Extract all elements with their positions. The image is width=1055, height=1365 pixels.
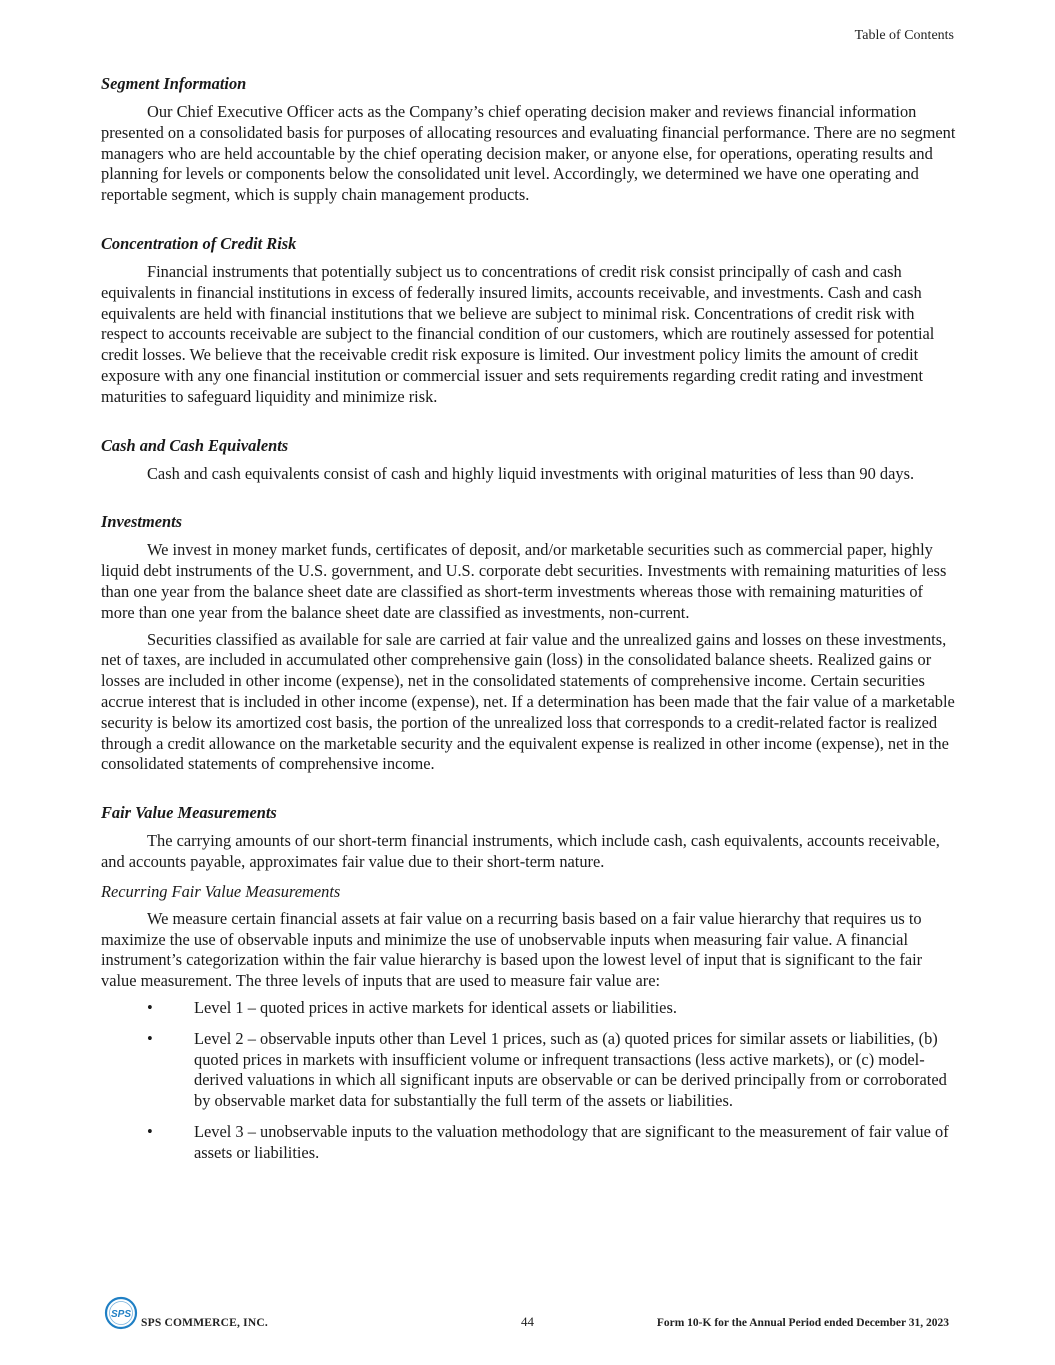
bullet-icon: • [147, 1121, 153, 1141]
list-item-text: Level 3 – unobservable inputs to the valuation methodology that are significant to the measurement of fair value of assets or liabilities. [194, 1121, 949, 1162]
form-label: Form 10-K for the Annual Period ended December 31, 2023 [656, 1317, 949, 1329]
section-investments [101, 510, 956, 775]
section-heading: Investments [101, 512, 183, 532]
section-segment-information [101, 72, 956, 206]
paragraph: The carrying amounts of our short-term financial instruments, which include cash, cash equivalents, accounts receivable, and accounts payable, approximates fair value due to their short-term nature. [101, 831, 940, 871]
fair-value-levels-list [101, 998, 956, 1164]
paragraph: Securities classified as available for sale are carried at fair value and the unrealized gains and losses on these investments, net of taxes, are included in accumulated other comprehensive gain (loss) in the consolidated balance sheets. Realized gains or losses are included in other income (expense), net in the consolidated statements of comprehensive income. Certain securities accrue interest that is included in other income (expense), net. If a determination has been made that the fair value of a marketable security is below its amortized cost basis, the portion of the unrealized loss that corresponds to a credit-related factor is realized through a credit allowance on the marketable security and the equivalent expense is realized in other income (expense), net in the consolidated statements of comprehensive income. [101, 629, 955, 774]
list-item [101, 1122, 956, 1164]
section-heading: Cash and Cash Equivalents [101, 435, 289, 455]
section-concentration-of-credit-risk [101, 232, 956, 408]
bullet-icon: • [147, 1028, 153, 1048]
paragraph: We measure certain financial assets at fair value on a recurring basis based on a fair value hierarchy that requires us to maximize the use of observable inputs and minimize the use of unobservable inputs when measuring fair value. A financial instrument’s categorization within the fair value hierarchy is based upon the lowest level of input that is significant to the fair value measurement. The three levels of inputs that are used to measure fair value are: [101, 908, 923, 991]
section-heading: Concentration of Credit Risk [101, 233, 297, 253]
paragraph: Cash and cash equivalents consist of cash and highly liquid investments with original maturities of less than 90 days. [147, 463, 915, 483]
paragraph: We invest in money market funds, certificates of deposit, and/or marketable securities such as commercial paper, highly liquid debt instruments of the U.S. government, and U.S. corporate debt securities. Investments with remaining maturities of less than one year from the balance sheet date are classified as short-term investments whereas those with remaining maturities of more than one year from the balance sheet date are classified as investments, non-current. [101, 540, 947, 622]
list-item [101, 998, 956, 1019]
table-of-contents-link[interactable]: Table of Contents [854, 28, 954, 43]
logo-wordmark: SPS [110, 1309, 132, 1320]
list-item-text: Level 1 – quoted prices in active markets for identical assets or liabilities. [194, 997, 677, 1017]
bullet-icon: • [147, 997, 153, 1017]
page-number: 44 [521, 1314, 534, 1329]
section-heading: Fair Value Measurements [101, 803, 277, 823]
section-fair-value-measurements [101, 801, 956, 1163]
page-footer [101, 1296, 954, 1332]
company-name: SPS COMMERCE, INC. [141, 1317, 268, 1329]
subsection-heading: Recurring Fair Value Measurements [101, 881, 341, 901]
list-item-text: Level 2 – observable inputs other than Level 1 prices, such as (a) quoted prices for similar assets or liabilities, (b) quoted prices in markets with insufficient volume or infrequent transactions (less active markets), or (c) model-derived valuations in which all significant inputs are observable or can be derived principally from or corroborated by observable market data for substantially the full term of the assets or liabilities. [194, 1028, 947, 1111]
paragraph: Our Chief Executive Officer acts as the Company’s chief operating decision maker and reviews financial information presented on a consolidated basis for purposes of allocating resources and evaluating financial performance. There are no segment managers who are held accountable by the chief operating decision maker, or anyone else, for operations, operating results and planning for levels or components below the consolidated unit level. Accordingly, we determined we have one operating and reportable segment, which is supply chain management products. [101, 102, 956, 205]
list-item [101, 1029, 956, 1112]
section-cash-and-cash-equivalents [101, 434, 956, 485]
paragraph: Financial instruments that potentially subject us to concentrations of credit risk consist principally of cash and cash equivalents in financial institutions in excess of federally insured limits, accounts receivable, and investments. Cash and cash equivalents are held with financial institutions that we believe are subject to minimal risk. Concentrations of credit risk with respect to accounts receivable are subject to the financial condition of our customers, which are routinely assessed for potential credit losses. We believe that the receivable credit risk exposure is limited. Our investment policy limits the amount of credit exposure with any one financial institution or commercial issuer and sets requirements regarding credit rating and investment maturities to safeguard liquidity and minimize risk. [101, 261, 935, 406]
page-body [101, 72, 956, 1173]
section-heading: Segment Information [101, 74, 247, 93]
